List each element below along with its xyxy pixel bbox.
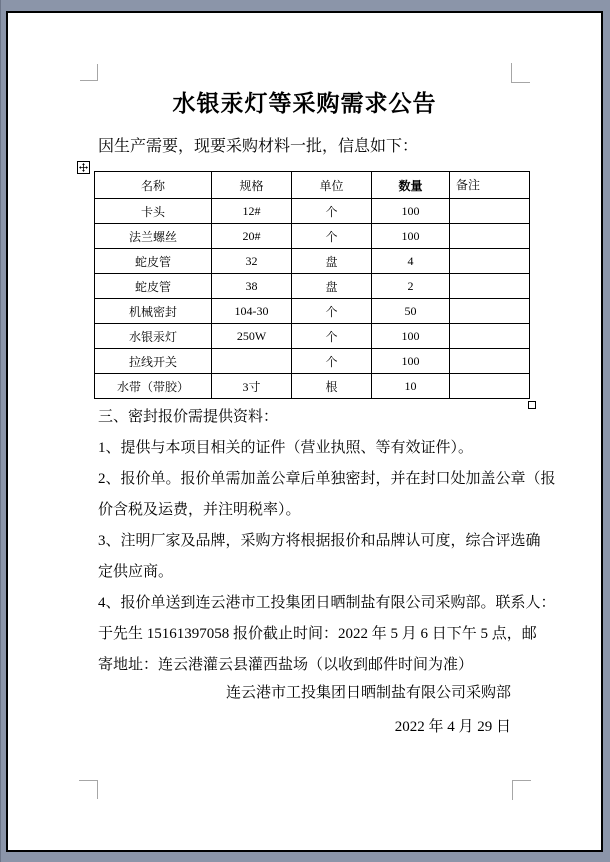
procurement-table (94, 171, 530, 399)
table-cell[interactable]: 拉线开关 (95, 349, 212, 374)
body-line: 于先生 15161397058 报价截止时间：2022 年 5 月 6 日下午 5 点，邮 (98, 626, 537, 642)
table-row (95, 274, 530, 299)
column-header[interactable]: 名称 (95, 172, 212, 199)
table-row (95, 299, 530, 324)
table-cell[interactable]: 机械密封 (95, 299, 212, 324)
document-title: 水银汞灯等采购需求公告 (172, 91, 437, 116)
table-cell[interactable]: 水带（带胶） (95, 374, 212, 399)
body-line: 4、报价单送到连云港市工投集团日晒制盐有限公司采购部。联系人： (98, 595, 556, 611)
body-paragraphs (98, 402, 556, 681)
table-cell[interactable]: 蛇皮管 (95, 274, 212, 299)
table-cell[interactable]: 250W (212, 324, 292, 349)
table-resize-handle[interactable] (528, 401, 536, 409)
body-line: 3、注明厂家及品牌，采购方将根据报价和品牌认可度，综合评选确 (98, 533, 541, 549)
table-cell[interactable] (450, 274, 530, 299)
body-line: 定供应商。 (98, 564, 174, 580)
column-header[interactable]: 数量 (372, 172, 450, 199)
document-page[interactable] (6, 11, 603, 852)
margin-mark-bottom-right (512, 780, 531, 800)
table-cell[interactable]: 根 (292, 374, 372, 399)
table-cell[interactable]: 4 (372, 249, 450, 274)
table-cell[interactable]: 104-30 (212, 299, 292, 324)
table-cell[interactable] (450, 374, 530, 399)
table-cell[interactable] (450, 224, 530, 249)
table-cell[interactable]: 个 (292, 199, 372, 224)
table-cell[interactable]: 20# (212, 224, 292, 249)
column-header[interactable]: 单位 (292, 172, 372, 199)
table-cell[interactable]: 3寸 (212, 374, 292, 399)
table-cell[interactable]: 卡头 (95, 199, 212, 224)
table-cell[interactable]: 盘 (292, 249, 372, 274)
table-cell[interactable]: 32 (212, 249, 292, 274)
table-cell[interactable]: 100 (372, 349, 450, 374)
table-cell[interactable]: 2 (372, 274, 450, 299)
table-cell[interactable] (450, 324, 530, 349)
table-cell[interactable] (450, 349, 530, 374)
table-cell[interactable] (450, 299, 530, 324)
table-cell[interactable]: 水银汞灯 (95, 324, 212, 349)
table-cell[interactable] (212, 349, 292, 374)
table-row (95, 224, 530, 249)
table-cell[interactable]: 个 (292, 349, 372, 374)
table-cell[interactable]: 蛇皮管 (95, 249, 212, 274)
body-line: 价含税及运费，并注明税率）。 (98, 502, 301, 518)
table-cell[interactable]: 个 (292, 324, 372, 349)
table-cell[interactable]: 10 (372, 374, 450, 399)
table-row (95, 374, 530, 399)
table-row (95, 324, 530, 349)
table-cell[interactable]: 100 (372, 324, 450, 349)
column-header[interactable]: 规格 (212, 172, 292, 199)
table-header-row (95, 172, 530, 199)
table-row (95, 199, 530, 224)
date-line: 2022 年 4 月 29 日 (394, 719, 511, 735)
column-header[interactable]: 备注 (450, 172, 530, 199)
margin-mark-top-left (80, 64, 98, 81)
body-line: 三、密封报价需提供资料： (98, 409, 279, 425)
table-cell[interactable]: 盘 (292, 274, 372, 299)
move-cross-icon (79, 163, 88, 172)
table-cell[interactable]: 法兰螺丝 (95, 224, 212, 249)
body-line: 1、提供与本项目相关的证件（营业执照、等有效证件）。 (98, 440, 474, 456)
table-cell[interactable]: 50 (372, 299, 450, 324)
table-cell[interactable]: 个 (292, 299, 372, 324)
table-cell[interactable]: 100 (372, 224, 450, 249)
table-row (95, 249, 530, 274)
table-move-icon[interactable] (77, 161, 90, 174)
margin-mark-bottom-left (79, 780, 98, 799)
table-row (95, 349, 530, 374)
table-cell[interactable]: 38 (212, 274, 292, 299)
table-cell[interactable] (450, 249, 530, 274)
table-cell[interactable]: 12# (212, 199, 292, 224)
table-cell[interactable]: 100 (372, 199, 450, 224)
table-cell[interactable] (450, 199, 530, 224)
intro-paragraph: 因生产需要，现要采购材料一批，信息如下： (98, 138, 419, 155)
signature-line: 连云港市工投集团日晒制盐有限公司采购部 (225, 685, 511, 701)
margin-mark-top-right (511, 63, 530, 83)
body-line: 2、报价单。报价单需加盖公章后单独密封，并在封口处加盖公章（报 (98, 471, 556, 487)
body-line: 寄地址：连云港灌云县灌西盐场（以收到邮件时间为准） (98, 657, 474, 673)
table-cell[interactable]: 个 (292, 224, 372, 249)
